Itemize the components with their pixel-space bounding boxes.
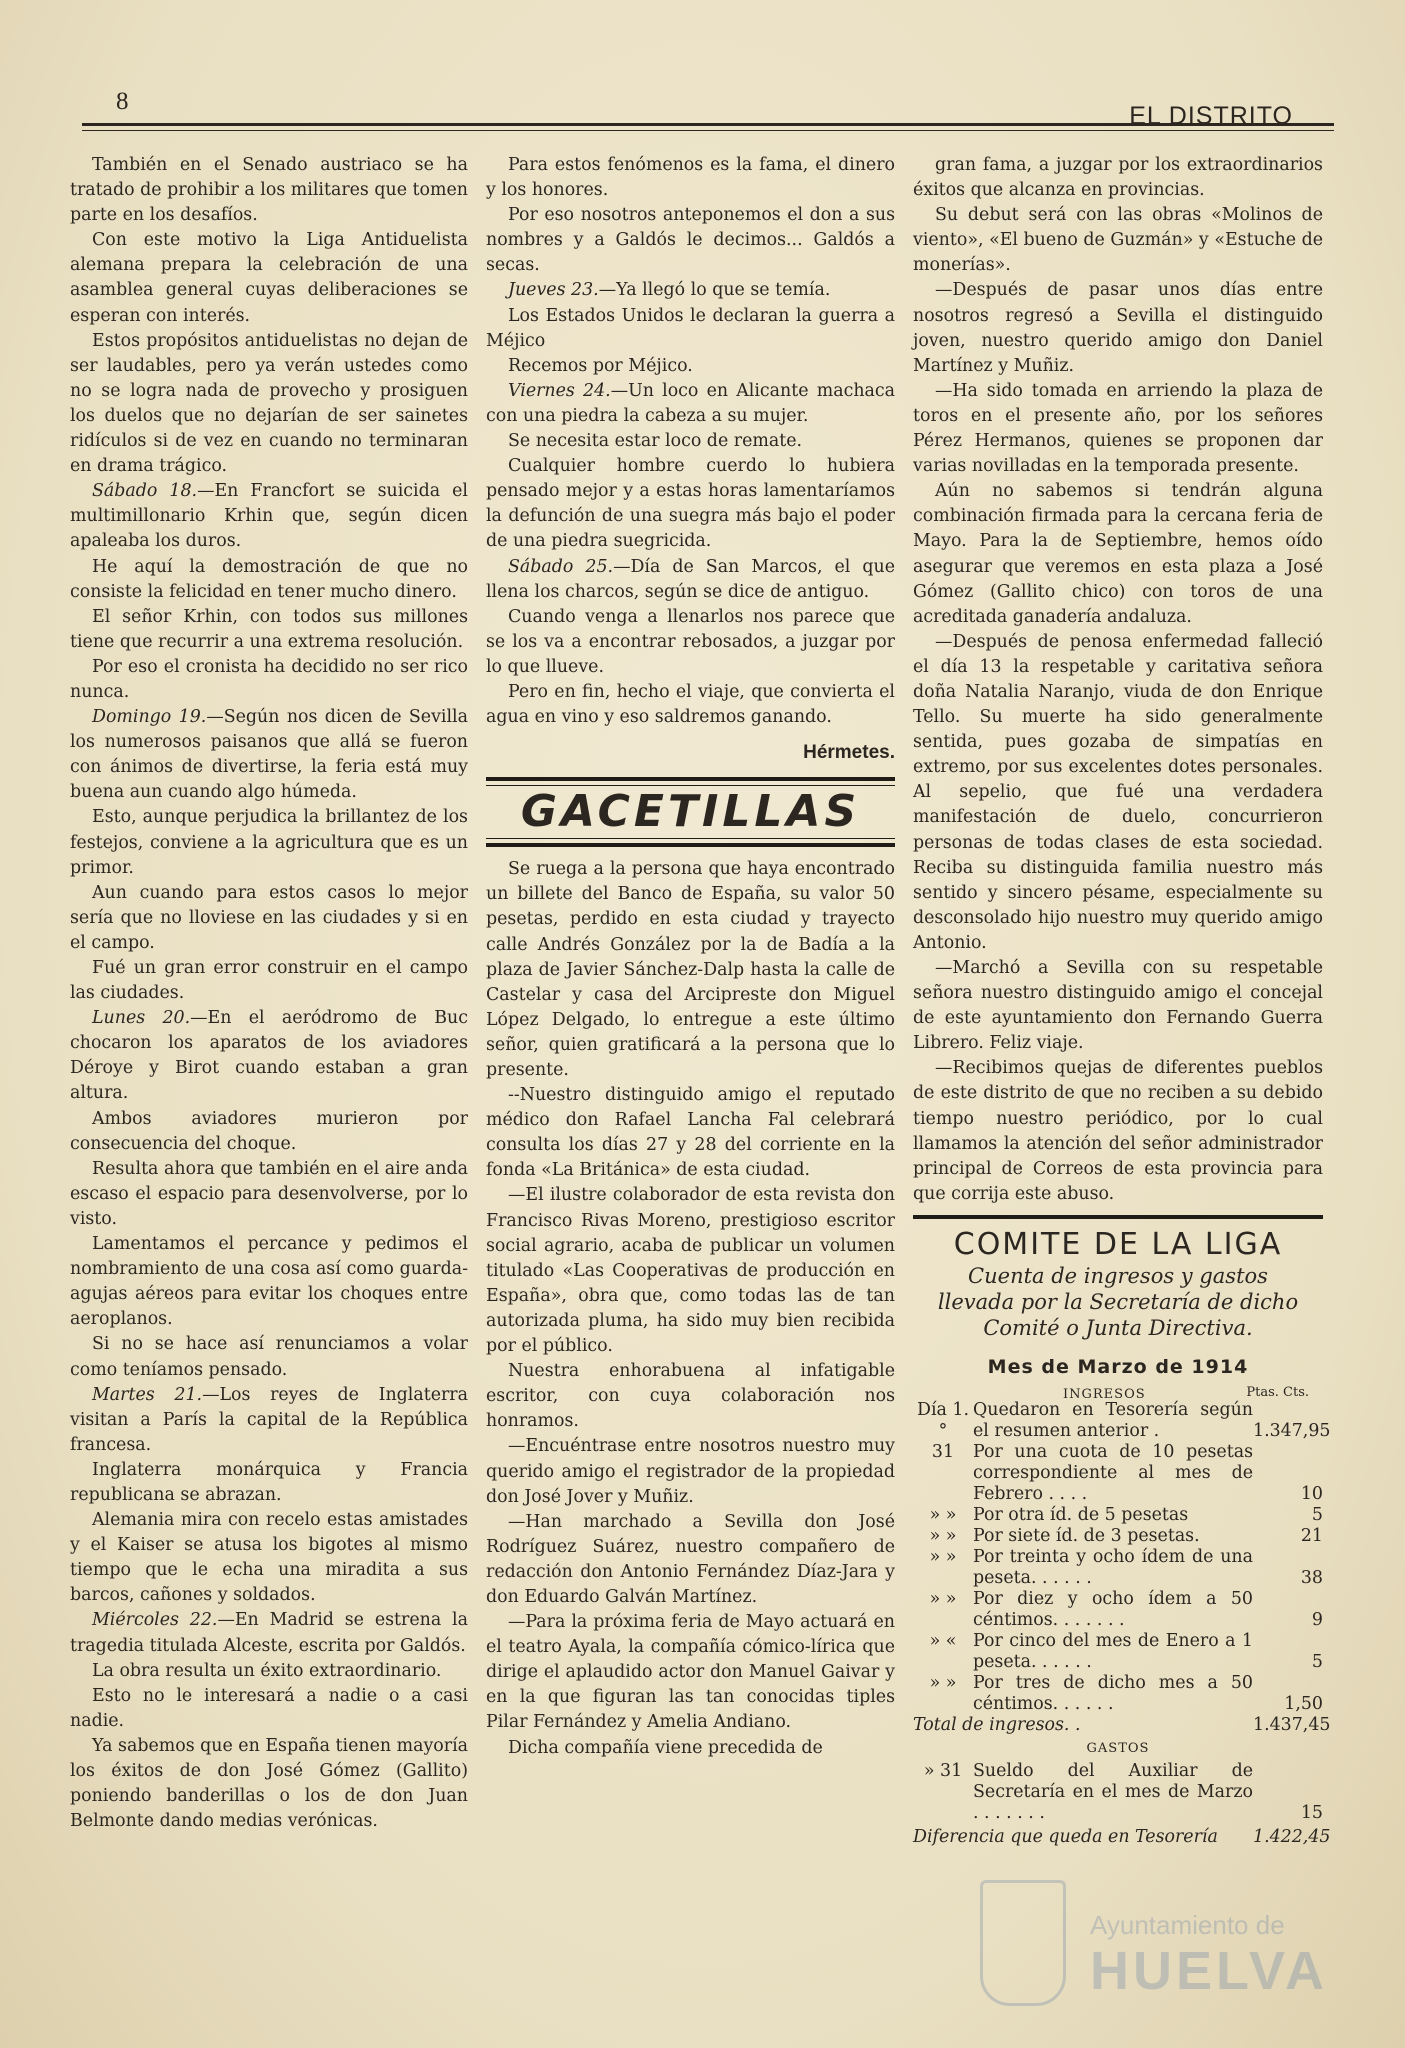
paragraph-text: Ya sabemos que en España tienen mayoría los éxitos de don José Gómez (Gallito) poniendo banderillas o los de don Juan Belmonte dando medias verónicas.	[70, 1735, 469, 1832]
paragraph-text: La obra resulta un éxito extraordinario.	[92, 1660, 442, 1681]
paragraph	[70, 329, 468, 480]
account-row	[913, 1442, 1323, 1505]
paragraph-text: Esto no le interesará a nadie o a casi nadie.	[70, 1685, 468, 1731]
paragraph-text: También en el Senado austriaco se ha tratado de prohibir a los militares que tomen parte en los desafíos.	[70, 155, 468, 226]
paragraph-text: El señor Krhin, con todos sus millones tiene que recurrir a una extrema resolución.	[70, 606, 468, 652]
row-amount: 9	[1311, 1610, 1323, 1631]
paragraph	[486, 1183, 895, 1359]
row-concept: Por siete íd. de 3 pesetas.	[973, 1526, 1200, 1547]
row-date: » 31	[923, 1761, 963, 1782]
paragraph-text: —Ha sido tomada en arriendo la plaza de toros en el presente año, por los señores Pérez Hermanos, quienes se proponen dar varias novilladas en la temporada presente.	[913, 380, 1323, 477]
paragraph	[70, 956, 468, 1006]
row-date: » »	[929, 1673, 957, 1694]
newspaper-title: EL DISTRITO	[1129, 102, 1293, 130]
row-date: Día 1.°	[917, 1400, 969, 1442]
account-row	[913, 1505, 1323, 1526]
paragraph-text: --Nuestro distinguido amigo el reputado médico don Rafael Lancha Fal celebrará consulta los días 27 y 28 del corriente en la fonda «La Británica» de esta ciudad.	[486, 1085, 895, 1181]
gacetillas-banner	[486, 777, 895, 847]
paragraph-text: Esto, aunque perjudica la brillantez de los festejos, conviene a la agricultura que es un primor.	[70, 807, 468, 878]
date-heading: Sábado 18.	[92, 481, 198, 502]
paragraph-text: —Recibimos quejas de diferentes pueblos de este distrito de que no reciben a su debido tiempo nuestro periódico, por lo cual llamamos la atención del señor administrador principal de Correos de esta provincia para que corrija este abuso.	[913, 1058, 1323, 1204]
comite-subtitle-1: Cuenta de ingresos y gastos	[968, 1263, 1268, 1288]
paragraph-text: Ambos aviadores murieron por consecuencia del choque.	[70, 1108, 468, 1154]
paragraph	[70, 1157, 468, 1232]
paragraph-text: Cuando venga a llenarlos nos parece que se los va a encontrar rebosados, a juzgar por lo que llueve.	[486, 606, 895, 677]
paragraph	[486, 605, 895, 680]
paragraph	[486, 278, 895, 303]
expense-rows	[913, 1761, 1323, 1824]
paragraph	[70, 1107, 468, 1157]
paragraph	[486, 1510, 895, 1610]
account-row	[913, 1673, 1323, 1715]
paragraph	[913, 379, 1323, 479]
paragraph	[486, 429, 895, 454]
paragraph	[70, 1006, 468, 1106]
difference-row	[913, 1824, 1331, 1850]
paragraph-text: Lamentamos el percance y pedimos el nombramiento de una cosa así como guarda-agujas aéreos para evitar los choques entre aeroplanos.	[70, 1234, 468, 1330]
row-concept: Sueldo del Auxiliar de Secretaría en el mes de Marzo . . . . . . .	[973, 1761, 1253, 1824]
comite-rule	[913, 1215, 1323, 1219]
paragraph	[913, 630, 1323, 956]
total-row	[913, 1715, 1331, 1736]
paragraph-text: —Han marchado a Sevilla don José Rodríguez Suárez, nuestro compañero de redacción don Antonio Fernández Díaz-Jara y don Eduardo Galván Martínez.	[486, 1511, 895, 1607]
paragraph	[486, 454, 895, 554]
row-date: » «	[929, 1631, 957, 1652]
row-amount: 1,50	[1284, 1694, 1323, 1715]
row-concept: Por diez y ocho ídem a 50 céntimos. . . . . . .	[973, 1589, 1253, 1631]
paragraph	[486, 857, 895, 1083]
column-1	[70, 153, 468, 1834]
row-amount: 5	[1311, 1505, 1323, 1526]
paragraph-text: Cualquier hombre cuerdo lo hubiera pensado mejor y a estas horas lamentaríamos la defunción de una suegra más bajo el poder de una piedra suegricida.	[486, 456, 895, 552]
paragraph	[486, 1359, 895, 1434]
paragraph-text: Pero en fin, hecho el viaje, que convierta el agua en vino y eso saldremos ganando.	[486, 681, 895, 728]
paragraph-text: Se ruega a la persona que haya encontrado un billete del Banco de España, su valor 50 pesetas, perdido en esta ciudad y trayecto calle Andrés González por la de Badía a la plaza de Javier Sánchez-Dalp hasta la calle de Castelar y casa del Arcipreste don Miguel López Delgado, lo entregue a este último señor, quien gratificará a la persona que lo presente.	[486, 859, 895, 1080]
paragraph	[70, 555, 468, 605]
huelva-watermark	[980, 1880, 1360, 2020]
paragraph	[70, 1232, 468, 1332]
paragraph	[70, 153, 468, 228]
gacetillas-title: GACETILLAS	[520, 786, 861, 838]
total-value: 1.437,45	[1253, 1715, 1331, 1736]
paragraph-text: Por eso el cronista ha decidido no ser rico nunca.	[70, 656, 468, 702]
date-heading: Domingo 19.	[92, 707, 207, 728]
paragraph	[70, 228, 468, 328]
account-row	[913, 1631, 1323, 1673]
paragraph	[486, 1434, 895, 1509]
header-rule-thin	[82, 130, 1334, 131]
date-heading: Lunes 20.	[92, 1008, 191, 1029]
ingresos-label: INGRESOS	[1063, 1387, 1146, 1403]
paragraph-text: —Después de pasar unos días entre nosotros regresó a Sevilla el distinguido joven, nuestro querido amigo don Daniel Martínez y Muñiz.	[913, 280, 1323, 376]
paragraph-text: Resulta ahora que también en el aire anda escaso el espacio para desenvolverse, por lo visto.	[70, 1158, 468, 1229]
difference-label: Diferencia que queda en Tesorería	[913, 1827, 1218, 1848]
row-amount: 1.347,95	[1253, 1421, 1331, 1442]
paragraph-text: —Para la próxima feria de Mayo actuará en el teatro Ayala, la compañía cómico-lírica que dirige el aplaudido actor don Manuel Gaivar y en la que figuran las tan conocidas tiples Pilar Fernández y Amelia Andiano.	[486, 1612, 895, 1733]
paragraph-text: —Marchó a Sevilla con su respetable señora nuestro distinguido amigo el concejal de este ayuntamiento don Fernando Guerra Librero. Feliz viaje.	[913, 958, 1323, 1054]
paragraph	[70, 479, 468, 554]
row-date: » »	[929, 1505, 957, 1526]
paragraph-text: He aquí la demostración de que no consiste la felicidad en tener mucho dinero.	[70, 556, 468, 602]
paragraph	[486, 1736, 895, 1761]
paragraph	[70, 881, 468, 956]
row-amount: 38	[1300, 1568, 1323, 1589]
accounts-header	[913, 1380, 1323, 1403]
date-heading: Miércoles 22.	[92, 1610, 218, 1631]
watermark-line-1: Ayuntamiento de	[1090, 1910, 1285, 1940]
paragraph-text: —Encuéntrase entre nosotros nuestro muy querido amigo el registrador de la propiedad don José Jover y Muñiz.	[486, 1436, 895, 1507]
paragraph	[913, 956, 1323, 1056]
row-date: » »	[929, 1547, 957, 1568]
paragraph-text: —Después de penosa enfermedad falleció el día 13 la respetable y caritativa señora doña Natalia Naranjo, viuda de don Enrique Tello. Su muerte ha sido generalmente sentida, pues gozaba de simpatías en extremo, por sus excelentes dotes personales. Al sepelio, que fué una verdadera manifestación de duelo, concurrieron personas de todas clases de esta sociedad. Reciba su distinguida familia nuestro más sentido y sincero pésame, especialmente su desconsolado hijo nuestro muy querido amigo Antonio.	[913, 631, 1323, 953]
gastos-label: GASTOS	[1086, 1741, 1150, 1757]
row-amount: 5	[1311, 1652, 1323, 1673]
row-date: » »	[929, 1589, 957, 1610]
comite-title: COMITE DE LA LIGA	[953, 1226, 1283, 1262]
paragraph-text: Inglaterra monárquica y Francia republicana se abrazan.	[70, 1459, 468, 1505]
paragraph	[70, 705, 468, 805]
paragraph	[70, 605, 468, 655]
paragraph	[70, 1332, 468, 1382]
total-label: Total de ingresos. .	[913, 1715, 1081, 1736]
paragraph	[486, 354, 895, 379]
row-concept: Por otra íd. de 5 pesetas	[973, 1505, 1189, 1526]
column-2	[486, 153, 895, 1761]
paragraph-text: —En el aeródromo de Buc chocaron los aparatos de los aviadores Déroye y Birot cuando estaban a gran altura.	[70, 1008, 468, 1104]
row-concept: Por tres de dicho mes a 50 céntimos. . . . . .	[973, 1673, 1253, 1715]
paragraph	[913, 1056, 1323, 1207]
paragraph	[913, 479, 1323, 630]
paragraph	[70, 805, 468, 880]
paragraph-text: Si no se hace así renunciamos a volar como teníamos pensado.	[70, 1334, 468, 1380]
date-heading: Martes 21.	[92, 1384, 203, 1405]
paragraph-text: Recemos por Méjico.	[508, 355, 693, 376]
paragraph	[70, 1734, 468, 1834]
row-date: 31	[931, 1442, 955, 1463]
column-3	[913, 153, 1331, 1850]
row-concept: Quedaron en Tesorería según el resumen anterior .	[973, 1400, 1253, 1442]
paragraph	[70, 1608, 468, 1658]
paragraph	[486, 680, 895, 730]
header-rule	[82, 123, 1334, 126]
accounts-month: Mes de Marzo de 1914	[987, 1355, 1249, 1378]
income-rows	[913, 1400, 1331, 1715]
paragraph-text: Se necesita estar loco de remate.	[508, 431, 803, 452]
paragraph	[486, 1610, 895, 1735]
paragraph-text: —Un loco en Alicante machaca con una piedra la cabeza a su mujer.	[486, 380, 895, 426]
date-heading: Jueves 23.	[508, 280, 599, 301]
paragraph-text: Para estos fenómenos es la fama, el dinero y los honores.	[486, 155, 895, 201]
account-row	[913, 1547, 1323, 1589]
account-row	[913, 1526, 1323, 1547]
paragraph-text: Por eso nosotros anteponemos el don a sus nombres y a Galdós le decimos... Galdós a secas.	[486, 205, 895, 276]
row-concept: Por cinco del mes de Enero a 1 peseta. . . . . .	[973, 1631, 1253, 1673]
paragraph-text: Alemania mira con recelo estas amistades y el Kaiser se atusa los bigotes al mismo tiempo que le echa una miradita a sus barcos, cañones y soldados.	[70, 1510, 468, 1606]
paragraph-text: —Ya llegó lo que se temía.	[598, 280, 831, 301]
paragraph	[70, 1659, 468, 1684]
paragraph	[70, 1383, 468, 1458]
paragraph-text: —Los reyes de Inglaterra visitan a París la capital de la República francesa.	[70, 1384, 468, 1455]
paragraph-text: Aun cuando para estos casos lo mejor sería que no lloviese en las ciudades y si en el campo.	[70, 882, 468, 953]
author-signature: Hérmetes.	[803, 742, 895, 764]
paragraph	[70, 1458, 468, 1508]
account-row	[913, 1761, 1323, 1824]
row-date: » »	[929, 1526, 957, 1547]
paragraph-text: Con este motivo la Liga Antiduelista alemana prepara la celebración de una asamblea general cuyas deliberaciones se esperan con interés.	[70, 230, 468, 326]
paragraph-text: —En Madrid se estrena la tragedia titulada Alceste, escrita por Galdós.	[70, 1610, 468, 1656]
paragraph-text: Nuestra enhorabuena al infatigable escritor, con cuya colaboración nos honramos.	[486, 1361, 895, 1432]
paragraph-text: Aún no sabemos si tendrán alguna combinación firmada para la cercana feria de Mayo. Para la de Septiembre, hemos oído asegurar que veremos en esta plaza a José Gómez (Gallito chico) con toros de una acreditada ganadería andaluza.	[913, 481, 1323, 627]
paragraph-text: gran fama, a juzgar por los extraordinarios éxitos que alcanza en provincias.	[913, 155, 1323, 201]
comite-subtitle-2: llevada por la Secretaría de dicho Comité o Junta Directiva.	[937, 1289, 1299, 1340]
paragraph	[70, 1684, 468, 1734]
gacetillas-text	[486, 857, 895, 1760]
units-label: Ptas. Cts.	[1246, 1385, 1309, 1401]
paragraph	[486, 1083, 895, 1183]
account-row	[913, 1589, 1323, 1631]
date-heading: Sábado 25.	[508, 556, 614, 577]
coat-of-arms-icon	[980, 1880, 1066, 2006]
paragraph	[486, 304, 895, 354]
paragraph-text: Dicha compañía viene precedida de	[508, 1737, 823, 1758]
chronicle-continued	[486, 153, 895, 730]
paragraph-text: Fué un gran error construir en el campo las ciudades.	[70, 958, 468, 1004]
paragraph-text: Estos propósitos antiduelistas no dejan de ser laudables, pero ya verán ustedes como no se logra nada de provecho y prosiguen los duelos que no dejarían de ser sainetes ridículos si de vez en cuando no terminaran en drama trágico.	[70, 330, 468, 477]
page-number: 8	[116, 88, 129, 115]
paragraph	[486, 203, 895, 278]
paragraph-text: —Según nos dicen de Sevilla los numerosos paisanos que allá se fueron con ánimos de divertirse, la feria está muy buena aun cuando algo húmeda.	[70, 707, 468, 803]
watermark-line-2: HUELVA	[1090, 1941, 1328, 2001]
gacetillas-continued	[913, 153, 1323, 1207]
paragraph	[913, 153, 1323, 203]
row-concept: Por una cuota de 10 pesetas correspondiente al mes de Febrero . . . .	[973, 1442, 1253, 1505]
row-concept: Por treinta y ocho ídem de una peseta. . . . . .	[973, 1547, 1253, 1589]
row-amount: 21	[1300, 1526, 1323, 1547]
paragraph	[486, 153, 895, 203]
paragraph	[913, 203, 1323, 278]
paragraph	[913, 278, 1323, 378]
paragraph	[70, 655, 468, 705]
row-amount: 10	[1300, 1484, 1323, 1505]
paragraph	[70, 1508, 468, 1608]
row-amount: 15	[1300, 1803, 1323, 1824]
paragraph-text: Su debut será con las obras «Molinos de viento», «El bueno de Guzmán» y «Estuche de monerías».	[913, 205, 1323, 276]
paragraph	[486, 555, 895, 605]
date-heading: Viernes 24.	[508, 380, 611, 401]
paragraph	[486, 379, 895, 429]
paragraph-text: —En Francfort se suicida el multimillonario Krhin que, según dicen apaleaba los duros.	[70, 481, 468, 552]
difference-value: 1.422,45	[1253, 1827, 1331, 1848]
paragraph-text: —Día de San Marcos, el que llena los charcos, según se dice de antiguo.	[486, 556, 895, 602]
paragraph-text: Los Estados Unidos le declaran la guerra a Méjico	[486, 305, 895, 351]
paragraph-text: —El ilustre colaborador de esta revista don Francisco Rivas Moreno, prestigioso escritor social agrario, acaba de publicar un volumen titulado «Las Cooperativas de producción en España», obra que, como todas las de tan autorizada pluma, ha sido muy bien recibida por el público.	[486, 1185, 895, 1357]
